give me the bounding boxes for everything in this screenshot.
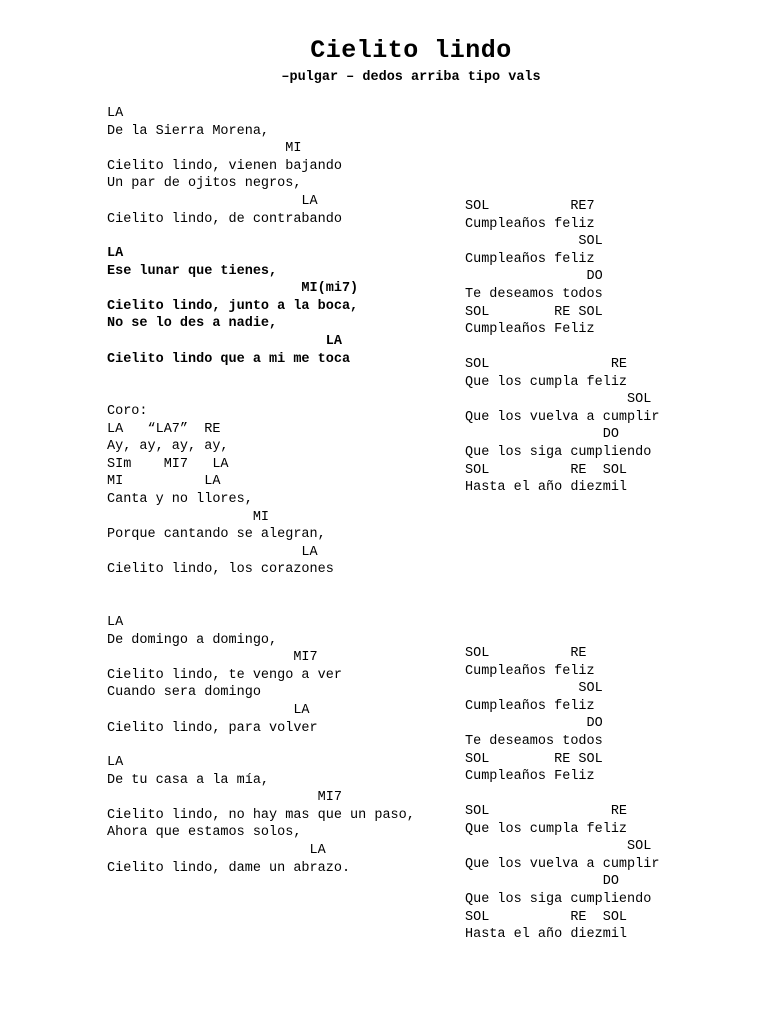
verse-3: LA De domingo a domingo, MI7 Cielito lindo, te vengo a ver Cuando sera domingo LA Cielito lindo, para volver bbox=[107, 615, 342, 736]
birthday-verse-2b: SOL RE Que los cumpla feliz SOL Que los vuelva a cumplir DO Que los siga cumpliendo SOL RE SOL Hasta el año diezmil bbox=[465, 804, 660, 943]
song-title: Cielito lindo bbox=[310, 36, 512, 65]
verse-1: LA De la Sierra Morena, MI Cielito lindo, vienen bajando Un par de ojitos negros, LA Cielito lindo, de contrabando bbox=[107, 106, 342, 227]
verse-4: LA De tu casa a la mía, MI7 Cielito lindo, no hay mas que un paso, Ahora que estamos solos, LA Cielito lindo, dame un abrazo. bbox=[107, 755, 415, 876]
birthday-verse-2a: SOL RE Cumpleaños feliz SOL Cumpleaños feliz DO Te deseamos todos SOL RE SOL Cumpleaños Feliz bbox=[465, 646, 603, 785]
birthday-verse-1a: SOL RE7 Cumpleaños feliz SOL Cumpleaños feliz DO Te deseamos todos SOL RE SOL Cumpleaños Feliz bbox=[465, 199, 603, 338]
birthday-verse-1b: SOL RE Que los cumpla feliz SOL Que los vuelva a cumplir DO Que los siga cumpliendo SOL RE SOL Hasta el año diezmil bbox=[465, 357, 660, 496]
song-subtitle: –pulgar – dedos arriba tipo vals bbox=[281, 70, 541, 85]
verse-2: LA Ese lunar que tienes, MI(mi7) Cielito lindo, junto a la boca, No se lo des a nadie, LA Cielito lindo que a mi me toca bbox=[107, 246, 359, 367]
chorus: Coro: LA “LA7” RE Ay, ay, ay, ay, SIm MI7 LA MI LA Canta y no llores, MI Porque cantando se alegran, LA Cielito lindo, los corazones bbox=[107, 404, 334, 578]
